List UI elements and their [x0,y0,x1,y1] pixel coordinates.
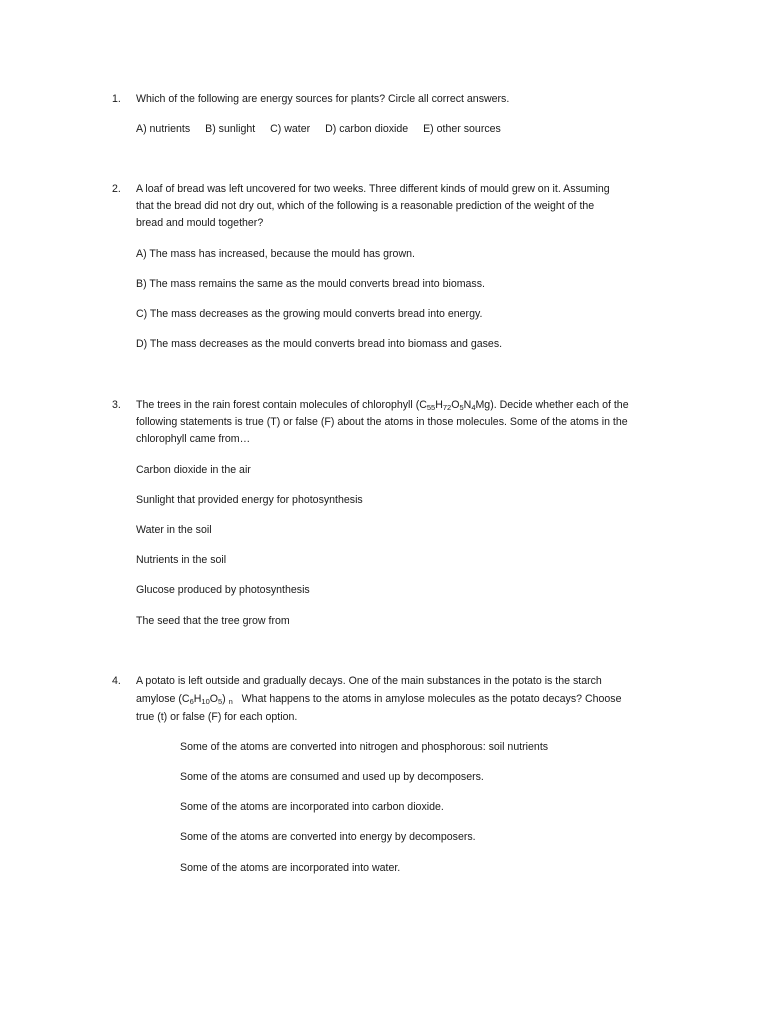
option-d[interactable]: D) The mass decreases as the mould converts bread into biomass and gases. [136,338,503,350]
question-number: 2. [112,183,121,195]
statement-item[interactable]: Sunlight that provided energy for photosynthesis [136,494,363,506]
question-text-line: The trees in the rain forest contain molecules of chlorophyll $(C_{55}H_{72}O_5N_4Mg)$. Decide whether each of the [136,399,629,412]
statement-item[interactable]: Some of the atoms are converted into energy by decomposers. [180,831,476,843]
option-c[interactable]: C) The mass decreases as the growing mould converts bread into energy. [136,308,483,320]
statement-item[interactable]: Some of the atoms are converted into nitrogen and phosphorous: soil nutrients [180,741,549,753]
option-d[interactable]: D) carbon dioxide [325,123,409,135]
option-b[interactable]: B) The mass remains the same as the mould converts bread into biomass. [136,278,485,290]
question-number: 1. [112,93,121,105]
statement-item[interactable]: The seed that the tree grow from [136,615,290,627]
question-text-line: bread and mould together? [136,217,264,229]
question-text-line: following statements is true (T) or false (F) about the atoms in those molecules. Some of the atoms in the [136,416,628,428]
question-number: 3. [112,399,121,411]
option-e[interactable]: E) other sources [423,123,501,135]
question-text: Which of the following are energy sources for plants? Circle all correct answers. [136,93,510,105]
option-a[interactable]: A) nutrients [136,123,191,135]
statement-item[interactable]: Some of the atoms are incorporated into water. [180,862,401,874]
statement-item[interactable]: Some of the atoms are consumed and used up by decomposers. [180,771,484,783]
statement-item[interactable]: Carbon dioxide in the air [136,464,251,476]
statement-item[interactable]: Nutrients in the soil [136,554,227,566]
answer-options [136,122,513,136]
option-c[interactable]: C) water [270,123,311,135]
statement-item[interactable]: Water in the soil [136,524,212,536]
question-text-line: A potato is left outside and gradually decays. One of the main substances in the potato is the starch [136,675,602,687]
question-text-line: that the bread did not dry out, which of the following is a reasonable prediction of the weight of the [136,200,595,212]
statement-item[interactable]: Glucose produced by photosynthesis [136,584,310,596]
question-text-line: true (t) or false (F) for each option. [136,711,298,723]
statement-item[interactable]: Some of the atoms are incorporated into carbon dioxide. [180,801,444,813]
question-text-line: chlorophyll came from… [136,433,251,445]
option-b[interactable]: B) sunlight [205,123,256,135]
option-a[interactable]: A) The mass has increased, because the mould has grown. [136,248,415,260]
question-number: 4. [112,675,121,687]
question-text-line: A loaf of bread was left uncovered for two weeks. Three different kinds of mould grew on it. Assuming [136,183,610,195]
question-text-line: amylose $(C_6H_{10}O_5)$ $_n$ What happens to the atoms in amylose molecules as the potato decays? Choose [136,693,622,706]
